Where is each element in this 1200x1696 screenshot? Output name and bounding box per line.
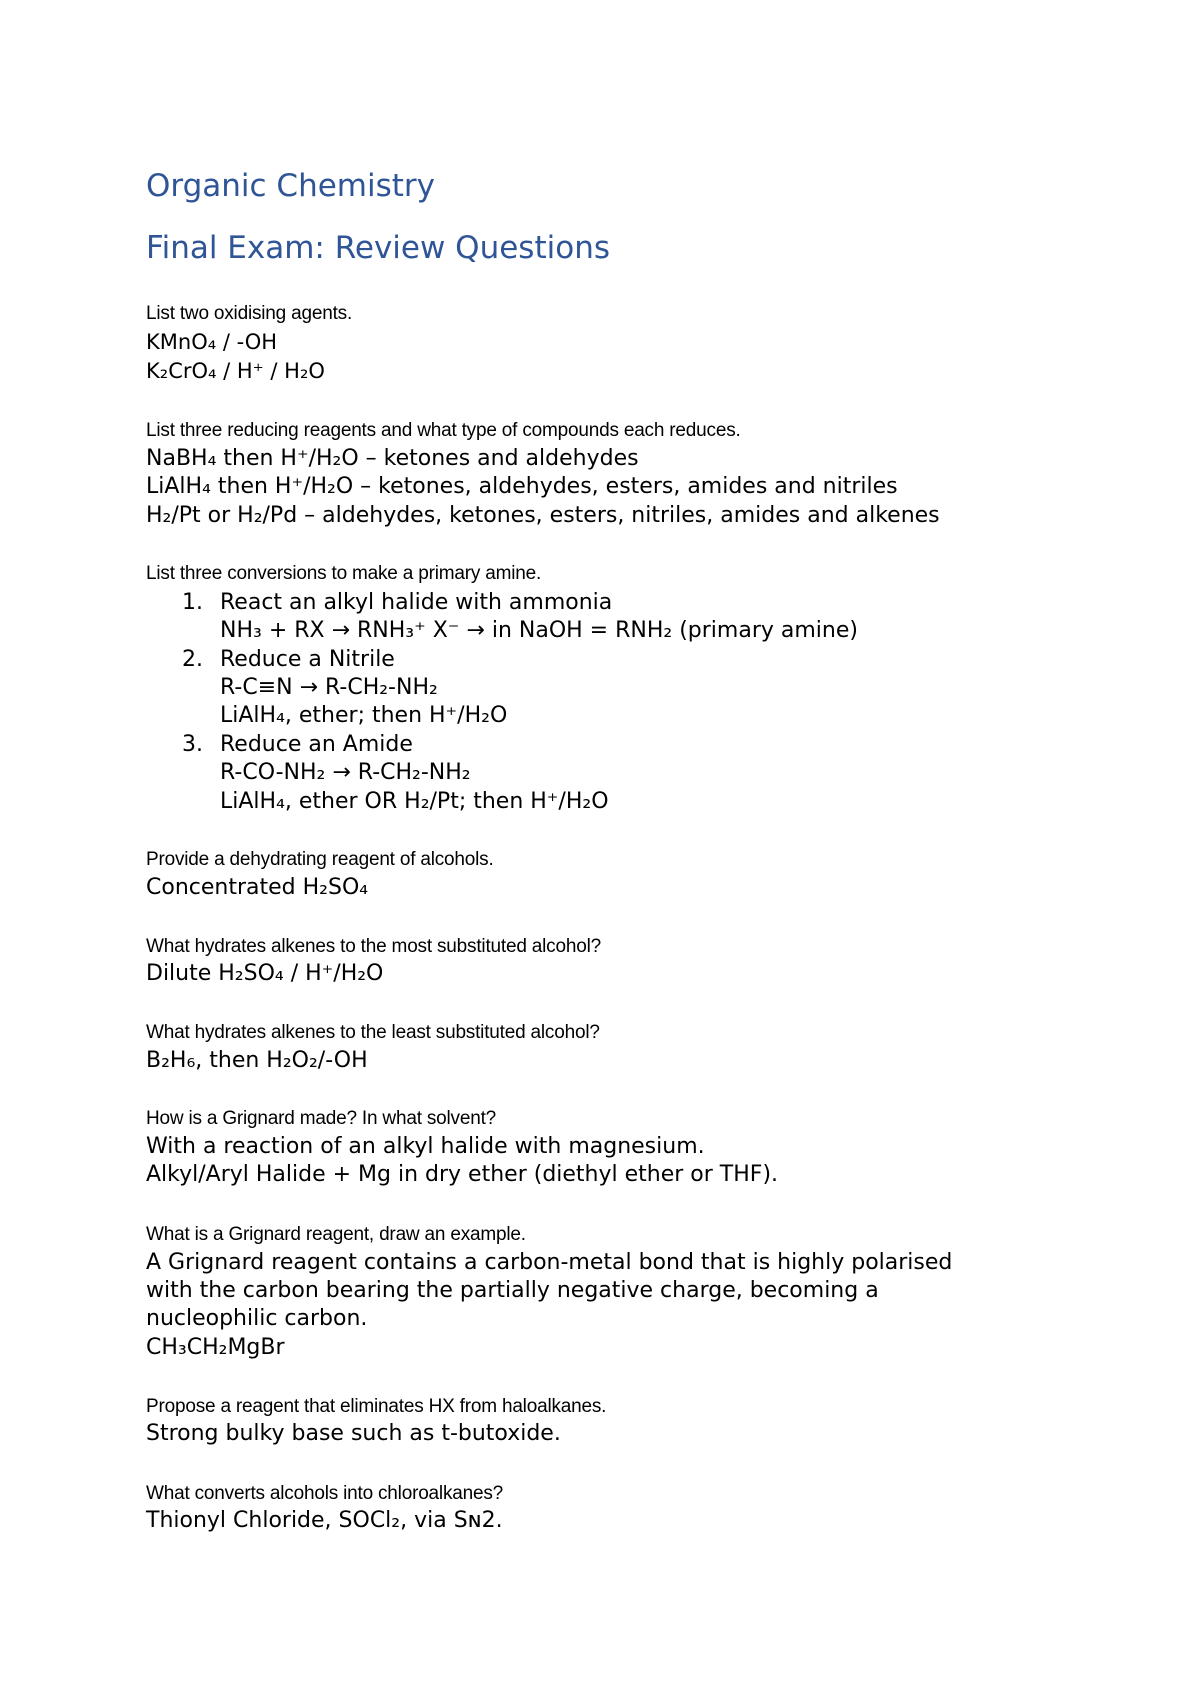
answer-line: Strong bulky base such as t-butoxide. (146, 1421, 561, 1446)
answer-line: NaBH₄ then H⁺/H₂O – ketones and aldehydes (146, 446, 639, 471)
list-number: 2. (182, 647, 203, 672)
question-text: What hydrates alkenes to the most substituted alcohol? (146, 936, 601, 957)
list-item-line: R-CO-NH₂ → R-CH₂-NH₂ (220, 760, 471, 785)
list-item-line: LiAlH₄, ether; then H⁺/H₂O (220, 703, 508, 728)
list-number: 3. (182, 732, 203, 757)
answer-line: B₂H₆, then H₂O₂/-OH (146, 1048, 368, 1073)
answer-line: CH₃CH₂MgBr (146, 1335, 285, 1360)
question-text: What hydrates alkenes to the least substituted alcohol? (146, 1022, 600, 1043)
answer-line: K₂CrO₄ / H⁺ / H₂O (146, 359, 325, 383)
question-text: What is a Grignard reagent, draw an example. (146, 1224, 526, 1245)
answer-line: LiAlH₄ then H⁺/H₂O – ketones, aldehydes, esters, amides and nitriles (146, 474, 898, 499)
question-text: List three reducing reagents and what type of compounds each reduces. (146, 420, 741, 441)
answer-line: A Grignard reagent contains a carbon-metal bond that is highly polarised (146, 1250, 953, 1275)
question-text: List three conversions to make a primary amine. (146, 563, 542, 584)
answer-line: KMnO₄ / -OH (146, 330, 278, 354)
list-item-title: Reduce an Amide (220, 732, 413, 757)
question-text: Propose a reagent that eliminates HX from haloalkanes. (146, 1396, 607, 1417)
list-number: 1. (182, 590, 203, 615)
question-text: What converts alcohols into chloroalkanes? (146, 1483, 504, 1504)
list-item-title: React an alkyl halide with ammonia (220, 590, 613, 615)
list-item-title: Reduce a Nitrile (220, 647, 395, 672)
answer-line: Alkyl/Aryl Halide + Mg in dry ether (diethyl ether or THF). (146, 1162, 779, 1187)
answer-line: H₂/Pt or H₂/Pd – aldehydes, ketones, esters, nitriles, amides and alkenes (146, 503, 940, 528)
answer-line: nucleophilic carbon. (146, 1306, 368, 1331)
answer-line: with the carbon bearing the partially negative charge, becoming a (146, 1278, 879, 1303)
document-subtitle: Final Exam: Review Questions (146, 230, 610, 266)
document-title: Organic Chemistry (146, 168, 436, 204)
answer-line: Thionyl Chloride, SOCl₂, via Sɴ2. (146, 1508, 503, 1533)
list-item-line: NH₃ + RX → RNH₃⁺ X⁻ → in NaOH = RNH₂ (primary amine) (220, 618, 858, 643)
list-item-line: LiAlH₄, ether OR H₂/Pt; then H⁺/H₂O (220, 789, 609, 814)
answer-line: With a reaction of an alkyl halide with magnesium. (146, 1134, 705, 1159)
list-item-line: R-C≡N → R-CH₂-NH₂ (220, 675, 438, 700)
question-text: List two oxidising agents. (146, 303, 353, 324)
question-text: How is a Grignard made? In what solvent? (146, 1108, 497, 1129)
question-text: Provide a dehydrating reagent of alcohols. (146, 849, 494, 870)
answer-line: Dilute H₂SO₄ / H⁺/H₂O (146, 961, 384, 986)
answer-line: Concentrated H₂SO₄ (146, 875, 369, 900)
